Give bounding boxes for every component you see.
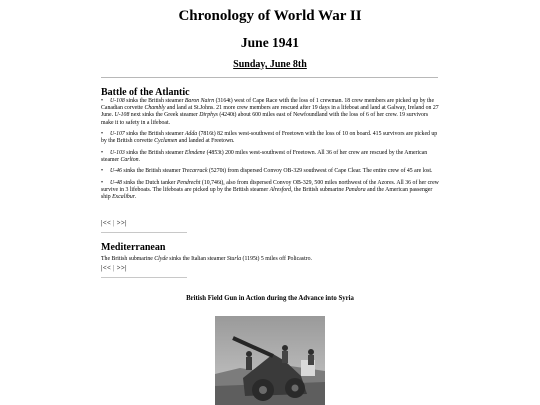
event-text: [101, 131, 437, 144]
ship-name: Excalibur: [112, 193, 135, 200]
month-title: June 1941: [240, 35, 300, 50]
event-text: [101, 98, 439, 126]
text-run: .: [138, 156, 140, 163]
text-run: sinks the British steamer: [124, 149, 185, 156]
section-mediterranean: [101, 242, 441, 263]
text-run: , the British submarine: [291, 186, 346, 193]
event-item: [101, 168, 441, 175]
text-run: sinks the Italian steamer: [167, 256, 227, 262]
text-run: (5270t) from dispersed Convoy OB-329 southwest of Cape Clear. The entire crew of 45 are lost.: [207, 168, 433, 175]
ship-name: Cyclamen: [154, 138, 178, 145]
ship-name: U-46: [110, 168, 122, 175]
text-run: sinks the British steamer: [121, 168, 182, 175]
bullet-icon: •: [101, 131, 104, 137]
text-run: sinks the British steamer: [124, 131, 185, 137]
ship-name: Baron Nairn: [184, 98, 215, 104]
nav-links-2: [101, 264, 127, 272]
event-text: [110, 168, 433, 174]
ship-name: Pendrecht: [176, 179, 201, 186]
date-title: Sunday, June 8th: [233, 59, 307, 70]
ship-name: Clyde: [154, 256, 168, 262]
ship-name: Trecarrack: [181, 168, 208, 175]
prev-link[interactable]: |<<: [101, 219, 112, 227]
section-heading: Battle of the Atlantic: [101, 87, 190, 98]
text-run: (10,746t), also from dispersed Convoy OB-329, 500 miles northwest of the Azores. All 36 of her crew survive in 3 lifeboats. The lifeboats are picked up by the British steamer: [101, 179, 439, 193]
bullet-icon: •: [101, 168, 104, 175]
ship-name: Adda: [184, 131, 198, 137]
text-run: (3164t) west of Cape Race with the loss of 1 crewman. 18 crew members are picked up by the Canadian corvette: [101, 98, 435, 112]
site-title: Chronology of World War II: [178, 8, 362, 24]
ship-name: U-107: [110, 131, 125, 137]
nav-separator: |: [113, 219, 115, 227]
ship-name: Carlton: [120, 156, 139, 163]
bullet-icon: •: [101, 149, 104, 156]
ship-name: Elmdene: [184, 149, 206, 156]
ship-name: U-108: [110, 98, 125, 104]
photo-caption: British Field Gun in Action during the Advance into Syria: [186, 295, 354, 302]
nav-divider: [101, 277, 187, 278]
nav-separator: |: [113, 264, 115, 272]
event-text: [101, 180, 439, 200]
section-heading: Mediterranean: [101, 242, 166, 253]
event-item: [101, 98, 441, 127]
text-run: (4853t) 200 miles west-southwest of Freetown. All 36 of her crew are rescued by the American steamer: [101, 149, 428, 163]
field-gun-photo: [215, 316, 325, 405]
section-battle-of-the-atlantic: [101, 87, 441, 205]
nav-divider: [101, 232, 187, 233]
ship-name: Chambly: [144, 105, 166, 112]
text-run: The British submarine: [101, 256, 155, 262]
event-text: [101, 150, 427, 163]
text-run: sinks the British steamer: [124, 98, 185, 104]
bullet-icon: •: [101, 179, 104, 186]
next-link[interactable]: >>|: [116, 219, 127, 227]
text-run: (1195t) 5 miles off Policastro.: [241, 256, 312, 262]
text-run: sinks the Dutch tanker: [121, 179, 177, 186]
text-run: (7816t) 82 miles west-southwest of Freetown with the loss of 10 on board. 415 survivors are picked up by the British corvette: [101, 131, 438, 145]
ship-name: Alresford: [269, 186, 292, 193]
nav-links-1: [101, 219, 127, 227]
text-run: and land at St.Johns. 21 more crew members are rescued after 19 days in a lifeboat and land at Galway, Ireland on 27 June.: [101, 105, 439, 119]
text-run: (4240t) about 600 miles east of Newfoundland with the loss of 6 of her crew. 19 survivors make it to safety in a lifeboat.: [101, 112, 429, 126]
event-item: [101, 150, 441, 164]
text-run: and the American passenger ship: [101, 186, 433, 200]
event-text: [101, 256, 441, 263]
text-run: next sinks the Greek steamer: [129, 112, 200, 119]
event-item: [101, 131, 441, 145]
text-run: and landed at Freetown.: [177, 138, 235, 145]
ship-name: Sturla: [226, 256, 242, 262]
event-list: [101, 98, 441, 201]
ship-name: U-108: [114, 112, 130, 119]
event-item: [101, 180, 441, 202]
text-run: .: [134, 193, 137, 200]
prev-link[interactable]: |<<: [101, 264, 112, 272]
ship-name: U-48: [110, 179, 122, 186]
ship-name: U-103: [110, 149, 125, 156]
ship-name: Dirphys: [199, 112, 218, 119]
header-divider: [101, 77, 438, 78]
ship-name: Pandora: [345, 186, 366, 193]
next-link[interactable]: >>|: [116, 264, 127, 272]
bullet-icon: •: [101, 98, 104, 104]
